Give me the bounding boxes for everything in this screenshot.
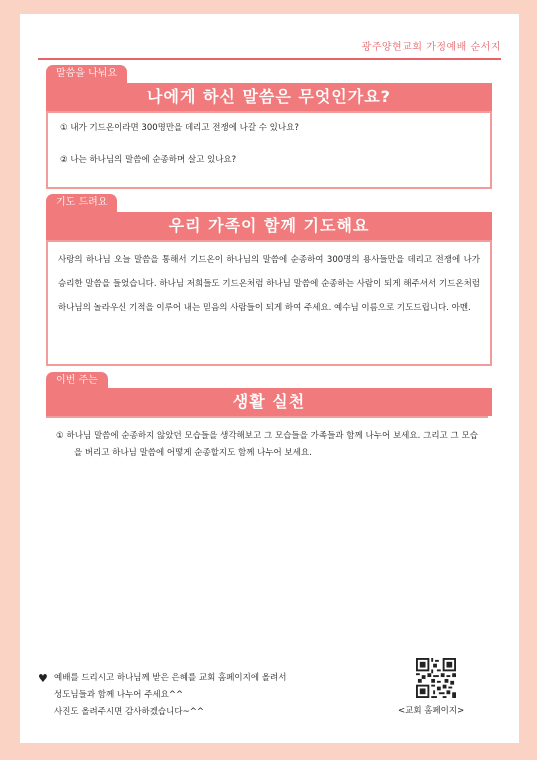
footer-line-2: 성도님들과 함께 나누어 주세요^^ [54,690,184,700]
section1-box [46,111,492,189]
question-1: ① 내가 기드온이라면 300명만을 데리고 전쟁에 나갈 수 있나요? [60,123,299,133]
question-2: ② 나는 하나님의 말씀에 순종하며 살고 있나요? [60,155,237,165]
prayer-text: 사랑의 하나님 오늘 말씀을 통해서 기드온이 하나님의 말씀에 순종하여 300명의 용사들만을 데리고 전쟁에 나가 승리한 말씀을 들었습니다. 하나님 저희들도 기드온처럼 하나님 말씀에 순종하는 사람이 되게 해주셔서 기드온처럼 하나님의 놀라우신 기적을 이루어 내는 믿음의 사람들이 되게 하여 주세요. 예수님 이름으로 기도드립니다. 아멘. [58,255,480,313]
section1-tab: 말씀을 나눠요 [46,65,127,83]
section1-banner: 나에게 하신 말씀은 무엇인가요? [46,83,492,111]
header-divider [38,58,501,60]
section2-box [46,240,492,366]
section3-banner: 생활 실천 [46,388,492,416]
footer-line-1: 예배를 드리시고 하나님께 받은 은혜를 교회 홈페이지에 올려서 [54,673,287,683]
worship-sheet [20,14,519,743]
qr-label: <교회 홈페이지> [398,706,465,716]
section3-tab: 이번 주는 [46,372,108,390]
section2-banner: 우리 가족이 함께 기도해요 [46,212,492,240]
heart-icon: ♥ [38,672,48,685]
qr-code-icon[interactable] [416,658,456,698]
section2-tab: 기도 드려요 [46,194,117,212]
sheet-title: 광주양현교회 가정예배 순서지 [361,42,501,53]
footer-note [38,670,287,721]
action-text: ① 하나님 말씀에 순종하지 않았던 모습들을 생각해보고 그 모습들을 가족들과 함께 나누어 보세요. 그리고 그 모습을 버리고 하나님 말씀에 어떻게 순종할지도 함께 나누어 보세요. [56,431,478,458]
footer-line-3: 사진도 올려주시면 감사하겠습니다~^^ [54,707,204,717]
